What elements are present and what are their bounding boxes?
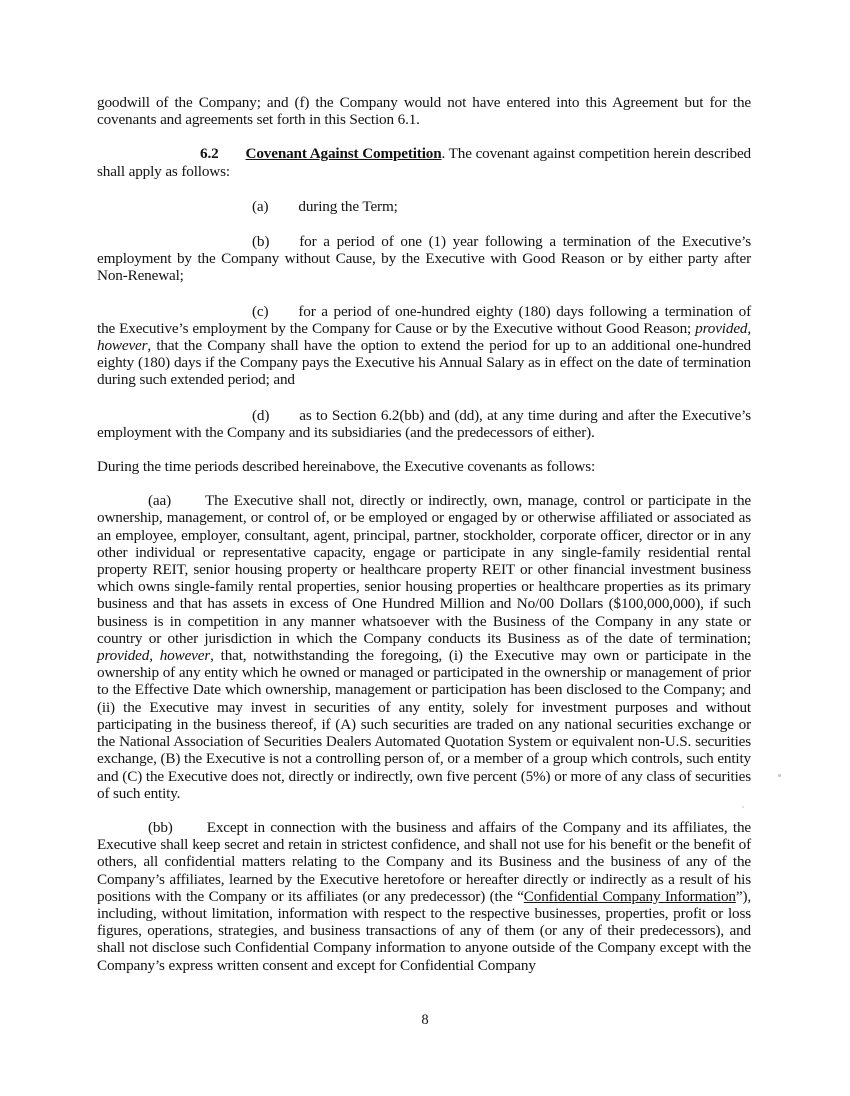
- spacer: [97, 215, 751, 233]
- clause-c-text-part-1: for a period of one-hundred eighty (180) days following a termination of the Executive’s employment by the Company for Cause or by the Executive without Good Reason;: [97, 302, 751, 337]
- clause-c: [97, 303, 751, 389]
- clause-bb: [97, 819, 751, 974]
- spacer: [97, 802, 751, 819]
- scan-artifact-speck: [742, 806, 744, 808]
- clause-b-marker: (b): [252, 233, 270, 251]
- paragraph-transition: During the time periods described hereinabove, the Executive covenants as follows:: [97, 458, 596, 476]
- defined-term-confidential-company-information: Confidential Company Information: [523, 887, 736, 905]
- page-body: [97, 94, 751, 974]
- clause-c-text-part-2: , that the Company shall have the option to extend the period for up to an additional one-hundred eighty (180) days if the Company pays the Executive his Annual Salary as in effect on the date of termination during such extended period; and: [97, 337, 751, 389]
- clause-d: [97, 407, 751, 441]
- clause-aa-marker: (aa): [148, 492, 171, 510]
- clause-aa-provided-however: provided, however: [97, 647, 211, 665]
- paragraph-carryover: goodwill of the Company; and (f) the Company would not have entered into this Agreement but for the covenants and agreements set forth in this Section 6.1.: [97, 94, 751, 129]
- spacer: [97, 441, 751, 458]
- clause-a-marker: (a): [252, 197, 269, 215]
- clause-c-marker: (c): [252, 302, 269, 320]
- clause-a: [97, 198, 751, 215]
- clause-aa-text-part-2: , that, notwithstanding the foregoing, (i) the Executive may own or participate in the ownership of any entity which he owned or managed or participated in the ownership or management of prior to the Effective Date which ownership, management or participation has been disclosed to the Company; and (ii) the Executive may invest in securities of any entity, solely for investment purposes and without participating in the business thereof, if (A) such securities are traded on any national securities exchange or the National Association of Securities Dealers Automated Quotation System or equivalent non-U.S. securities exchange, (B) the Executive is not a controlling person of, or a member of a group which controls, such entity and (C) the Executive does not, directly or indirectly, own five percent (5%) or more of any class of securities of such entity.: [97, 647, 751, 802]
- section-6-2-heading-paragraph: [97, 145, 751, 179]
- clause-bb-text-part-2: ”), including, without limitation, information with respect to the respective businesses, properties, profit or loss figures, operations, strategies, and business transactions of any of them (or any of their predecessors), and shall not disclose such Confidential Company information to anyone outside of the Company except with the Company’s express written consent and except for Confidential Company: [97, 887, 751, 974]
- section-number: 6.2: [200, 145, 219, 163]
- clause-aa-text-part-1: The Executive shall not, directly or indirectly, own, manage, control or participate in the ownership, management, or control of, or be employed or engaged by or otherwise affiliated or associated as an employee, employer, consultant, agent, principal, partner, stockholder, corporate officer, director or in any other individual or representative capacity, engage or participate in any single-family residential rental property REIT, senior housing property or healthcare property REIT or other financial investment business which owns single-family rental properties, senior housing properties or healthcare properties as its primary business and that has assets in excess of One Hundred Million and No/00 Dollars ($100,000,000), if such business is in competition in any manner whatsoever with the Business of the Company in any state or country or other jurisdiction in which the Company conducts its Business as of the date of termination;: [97, 492, 751, 647]
- section-title: Covenant Against Competition: [245, 145, 442, 163]
- spacer: [97, 128, 751, 145]
- spacer: [97, 389, 751, 407]
- section-lead-text: . The covenant against competition herein described shall apply as follows:: [97, 145, 751, 180]
- spacer: [97, 180, 751, 198]
- clause-b: [97, 233, 751, 285]
- spacer: [97, 285, 751, 303]
- clause-d-marker: (d): [252, 406, 270, 424]
- clause-c-provided-however: provided, however: [97, 319, 751, 355]
- page-number-footer: 8: [421, 1012, 429, 1028]
- clause-bb-text-part-1: Except in connection with the business and affairs of the Company and its affiliates, the Executive shall keep secret and retain in strictest confidence, and shall not use for his benefit or the benefit of others, all confidential matters relating to the Company and its Business and the business of any of the Company’s affiliates, learned by the Executive heretofore or hereafter directly or indirectly as a result of his positions with the Company or its affiliates (or any predecessor) (the “: [97, 818, 751, 905]
- clause-b-text: for a period of one (1) year following a termination of the Executive’s employment by the Company without Cause, by the Executive with Good Reason or by either party after Non-Renewal;: [97, 233, 751, 285]
- spacer: [97, 475, 751, 492]
- clause-d-text: as to Section 6.2(bb) and (dd), at any time during and after the Executive’s employment with the Company and its subsidiaries (and the predecessors of either).: [97, 406, 751, 441]
- clause-aa: [97, 492, 751, 802]
- clause-bb-marker: (bb): [148, 818, 173, 836]
- clause-a-text: during the Term;: [298, 197, 398, 215]
- scan-artifact-speck: [778, 774, 781, 777]
